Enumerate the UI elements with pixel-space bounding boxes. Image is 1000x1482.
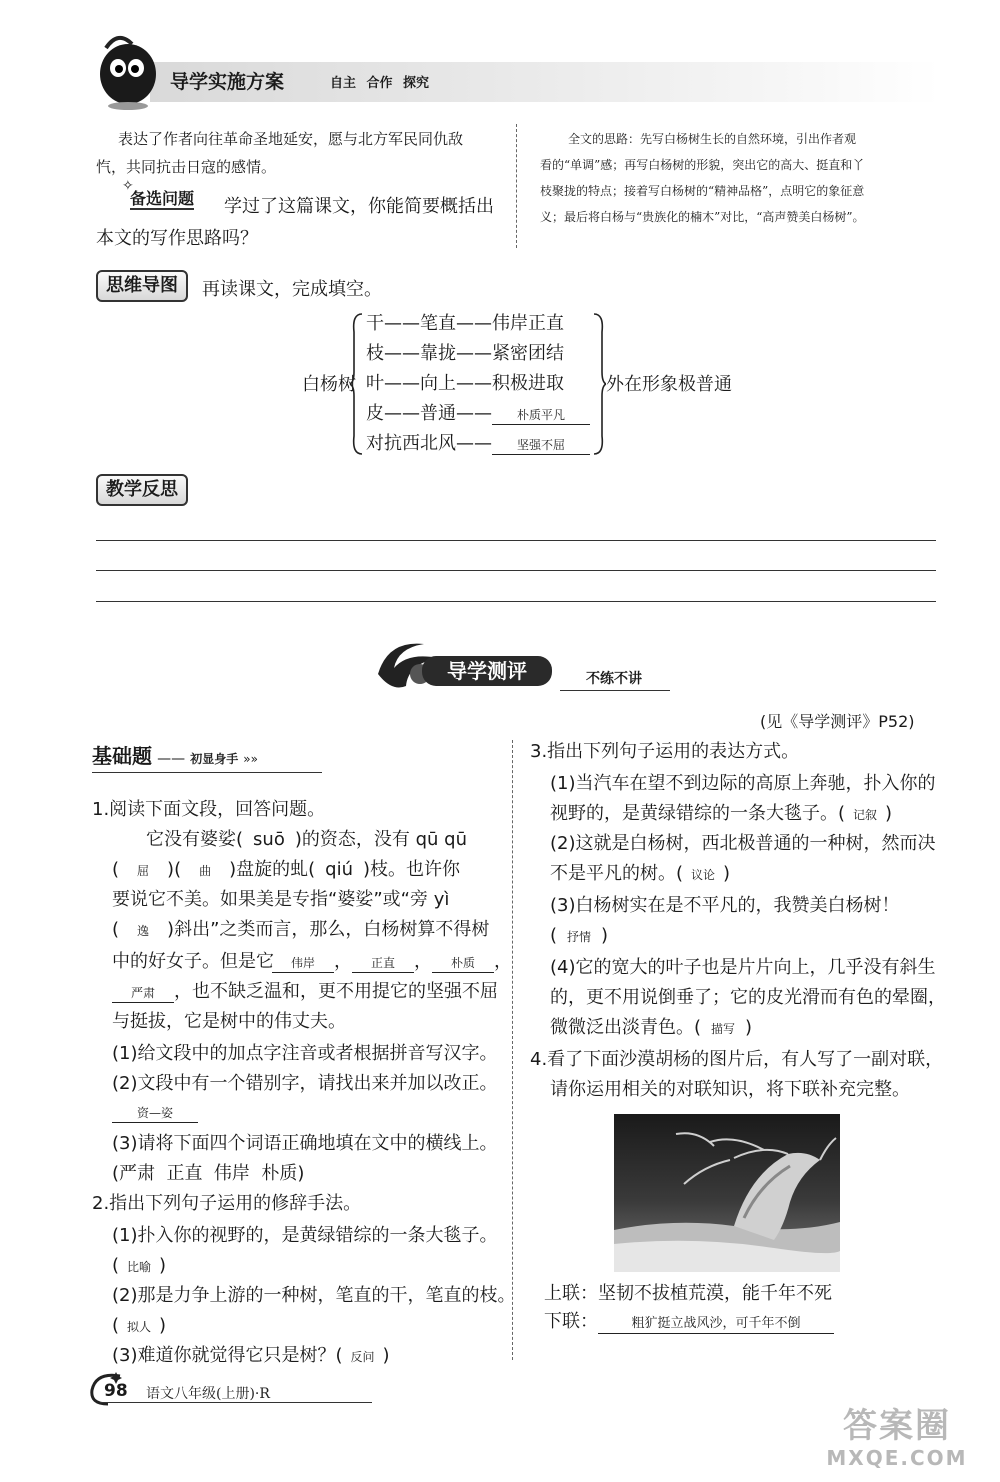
thought-line: 枝聚拢的特点；接着写白杨树的“精神品格”，点明它的象征意 [540, 184, 865, 198]
footer-line [100, 1402, 372, 1403]
pinyin-answer: qiú [325, 859, 354, 880]
banner-title: 导学测评 [422, 656, 552, 686]
bx-star-icon: ✧ [122, 178, 134, 194]
mindmap-instruction: 再读课文，完成填空。 [202, 279, 382, 300]
q2-lead: 2.指出下列句子运用的修辞手法。 [92, 1193, 362, 1214]
q3-item-1: (1)当汽车在望不到边际的高原上奔驰，扑入你的 [550, 773, 936, 794]
q3-item-3: (3)白杨树实在是不平凡的，我赞美白杨树！ [550, 895, 900, 916]
intro-line-2: 忾，共同抗击日寇的感情。 [96, 158, 277, 176]
mindmap-shape: 靠拢 [420, 343, 456, 364]
bx-question-1: 学过了这篇课文，你能简要概括出 [224, 196, 494, 217]
basic-header-line [92, 772, 322, 773]
q3-item-4-cont: 微微泛出淡青色。( 描写 ) [550, 1017, 753, 1038]
mindmap-row: 对抗西北风—— 坚强不屈 [366, 430, 590, 458]
mindmap-part: 干 [366, 313, 384, 334]
mindmap-result: 外在形象极普通 [606, 374, 732, 395]
mindmap-part: 枝 [366, 343, 384, 364]
mindmap-part: 对抗西北风 [366, 433, 456, 454]
mindmap-answer: 坚强不屈 [492, 436, 590, 455]
thought-line: 全文的思路：先写白杨树生长的自然环境，引出作者观 [568, 132, 857, 146]
q1-passage-line: 伟岸 ， 正直 ， 朴质 ， [272, 948, 512, 976]
q2-answer-row: ( 拟人 ) [112, 1315, 167, 1336]
q2-answer-row: ( 比喻 ) [112, 1255, 167, 1276]
intro-line-1: 表达了作者向往革命圣地延安，愿与北方军民同仇敌 [118, 130, 464, 148]
fill-answer: 严肃 [112, 984, 174, 1003]
mindmap-shape: 普通 [420, 403, 456, 424]
thought-line: 看的“单调”感；再写白杨树的形貌，突出它的高大、挺直和丫 [540, 158, 865, 172]
watermark [812, 1406, 982, 1470]
q1-passage-line: 严肃 ，也不缺乏温和，更不用提它的坚强不屈 [112, 978, 498, 1006]
reflection-line [96, 540, 936, 541]
mindmap-part: 叶 [366, 373, 384, 394]
q1-passage-line: 要说它不美。如果美是专指“婆娑”或“旁 yì [112, 889, 450, 910]
q3-item-1-cont: 视野的，是黄绿错综的一条大毯子。( 记叙 ) [550, 803, 893, 824]
banner-underline [560, 690, 670, 691]
fill-answer: 伟岸 [272, 954, 334, 973]
bx-question-2: 本文的写作思路吗？ [96, 228, 258, 249]
q1-sub-1: (1)给文段中的加点字注音或者根据拼音写汉字。 [112, 1043, 498, 1064]
couplet-upper-text: 坚韧不拔植荒漠，能千年不死 [598, 1283, 832, 1304]
q2-answer: 比喻 [127, 1260, 152, 1274]
q3-item-4-cont: 的，更不用说倒垂了；它的皮光滑而有色的晕圈， [550, 987, 946, 1008]
q1-sub-3: (3)请将下面四个词语正确地填在文中的横线上。 [112, 1133, 498, 1154]
mindmap-shape: 笔直 [420, 313, 456, 334]
column-divider-top [516, 124, 517, 248]
mindmap-part: 皮 [366, 403, 384, 424]
thought-line: 义；最后将白杨与“贵族化的楠木”对比，“高声赞美白杨树”。 [540, 210, 865, 224]
q3-answer: 抒情 [567, 930, 592, 944]
q3-answer: 议论 [691, 868, 716, 882]
mindmap-trait: 紧密团结 [492, 343, 564, 364]
char-answer: 逸 [137, 924, 150, 938]
mindmap-trait: 积极进取 [492, 373, 564, 394]
mindmap-label: 思维导图 [96, 270, 188, 302]
basic-header: 基础题 —— 初显身手 »» [92, 744, 258, 768]
column-divider [512, 740, 513, 1360]
couplet-lower: 下联： 粗犷挺立战风沙，可千年不倒 [544, 1308, 834, 1336]
q1-passage-line: ( 逸 )斜出”之类而言，那么，白杨树算不得树 [112, 919, 490, 940]
couplet-lower-answer: 粗犷挺立战风沙，可千年不倒 [598, 1315, 834, 1334]
q3-item-3-ans-row: ( 抒情 ) [550, 925, 609, 946]
q3-lead: 3.指出下列句子运用的表达方式。 [530, 741, 800, 762]
mindmap-left-brace [350, 312, 364, 456]
q1-passage-line: ( 屈 )( 曲 )盘旋的虬( qiú )枝。也许你 [112, 859, 461, 880]
q2-answer: 拟人 [127, 1320, 152, 1334]
mindmap-row: 皮——普通—— 朴质平凡 [366, 400, 590, 428]
fill-answer: 正直 [352, 954, 414, 973]
couplet-upper: 上联：坚韧不拔植荒漠，能千年不死 [544, 1283, 832, 1304]
mindmap-row: 枝——靠拢——紧密团结 [366, 343, 564, 364]
q4-lead-cont: 请你运用相关的对联知识，将下联补充完整。 [550, 1079, 910, 1100]
footer-book: 语文八年级(上册)·R [146, 1386, 270, 1402]
q1-passage-line: 与挺拔，它是树中的伟丈夫。 [112, 1011, 346, 1032]
q3-item-4: (4)它的宽大的叶子也是片片向上，几乎没有斜生 [550, 957, 936, 978]
q3-answer: 记叙 [853, 808, 878, 822]
reflection-label: 教学反思 [96, 474, 188, 506]
chevrons-icon: »» [243, 752, 258, 766]
q2-item: (1)扑入你的视野的，是黄绿错综的一条大毯子。 [112, 1225, 498, 1246]
q2-item: (2)那是力争上游的一种树，笔直的干，笔直的枝。 [112, 1285, 516, 1306]
q2-item: (3)难道你就觉得它只是树？( 反问 ) [112, 1345, 390, 1366]
fill-answer: 朴质 [432, 954, 494, 973]
mindmap-root: 白杨树 [302, 374, 356, 395]
q3-answer: 描写 [711, 1022, 736, 1036]
q1-lead: 1.阅读下面文段，回答问题。 [92, 799, 326, 820]
watermark-line-1: 答案圈 [843, 1406, 951, 1446]
q1-passage-line: 中的好女子。但是它 [112, 951, 274, 972]
q1-sub-2-answer: 资—姿 [112, 1104, 198, 1123]
mindmap-shape: 向上 [420, 373, 456, 394]
q1-passage-line: 它没有婆娑( suō )的资态，没有 qū qū [146, 829, 467, 850]
q3-item-2: (2)这就是白杨树，西北极普通的一种树，然而决 [550, 833, 936, 854]
q1-sub-2: (2)文段中有一个错别字，请找出来并加以改正。 [112, 1073, 498, 1094]
banner-ref: (见《导学测评》P52) [760, 712, 915, 731]
page-number: 98 [104, 1381, 128, 1401]
pinyin-answer: suō [253, 829, 285, 850]
thought-answer [540, 126, 940, 230]
mindmap-right-brace [592, 312, 606, 456]
mascot-logo [88, 28, 168, 110]
reflection-line [96, 601, 936, 602]
mindmap-row: 叶——向上——积极进取 [366, 373, 564, 394]
q1-sub-3-words: (严肃 正直 伟岸 朴质) [112, 1163, 305, 1184]
char-answer: 曲 [199, 864, 212, 878]
bx-badge [122, 178, 195, 210]
mindmap-answer: 朴质平凡 [492, 406, 590, 425]
mindmap-trait: 伟岸正直 [492, 313, 564, 334]
banner-tag: 不练不讲 [586, 671, 642, 687]
q3-item-2-cont: 不是平凡的树。( 议论 ) [550, 863, 731, 884]
header-subtitle: 自主 合作 探究 [330, 76, 430, 91]
basic-title: 基础题 [92, 744, 152, 768]
char-answer: 屈 [137, 864, 150, 878]
q2-answer: 反问 [350, 1350, 375, 1364]
bx-label: 备选问题 [130, 189, 195, 208]
reflection-line [96, 570, 936, 571]
q4-lead: 4.看了下面沙漠胡杨的图片后，有人写了一副对联， [530, 1049, 944, 1070]
watermark-line-2: MXQE.COM [826, 1446, 968, 1470]
basic-subtitle: 初显身手 [190, 752, 239, 766]
desert-poplar-image [614, 1114, 840, 1272]
header-title: 导学实施方案 [170, 71, 285, 93]
mindmap-row: 干——笔直——伟岸正直 [366, 313, 564, 334]
